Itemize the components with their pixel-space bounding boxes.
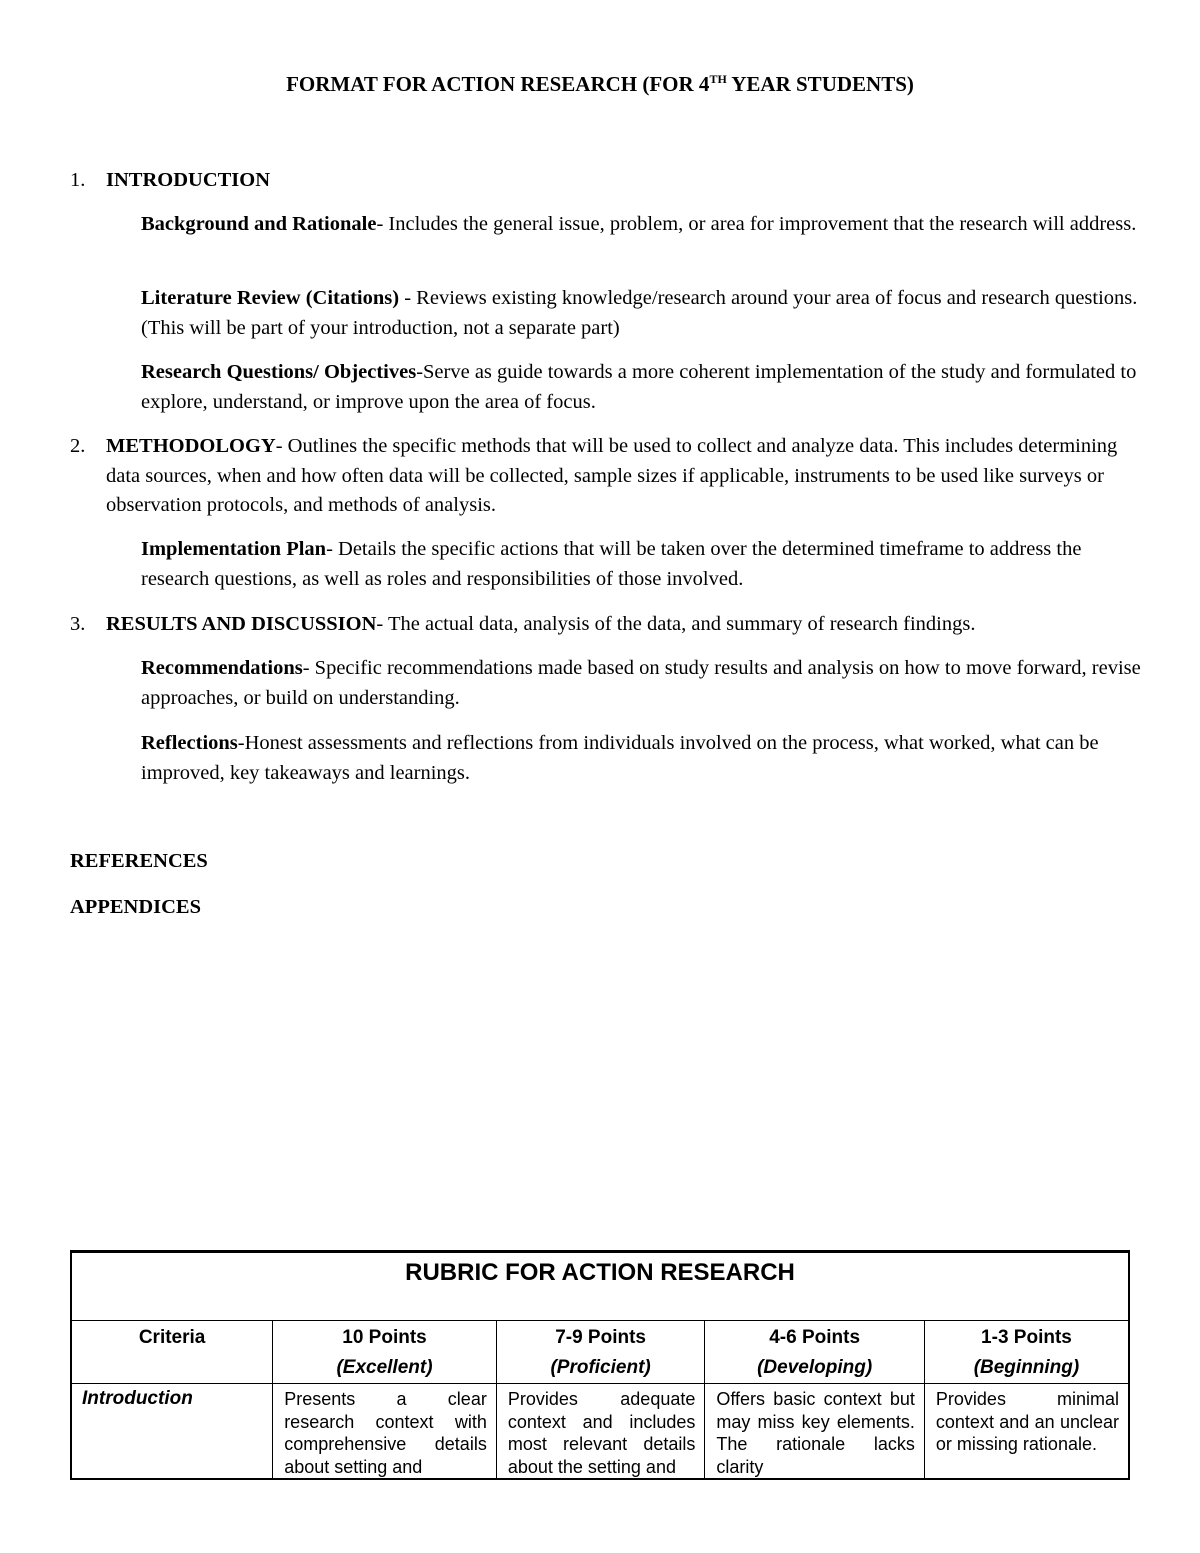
- section-number: 1.: [70, 169, 86, 191]
- appendices-heading: APPENDICES: [70, 896, 201, 918]
- subsection-reflections: Reflections-Honest assessments and reflections from individuals involved on the process, what worked, what can be improved, key takeaways and learnings.: [141, 732, 1099, 784]
- subsection-literature-review: Literature Review (Citations) - Reviews existing knowledge/research around your area of focus and research questions. (This will be part of your introduction, not a separate part): [141, 287, 1138, 339]
- section-heading-introduction: INTRODUCTION: [106, 169, 271, 191]
- rubric-cell: Provides minimal context and an unclear or missing rationale.: [924, 1384, 1129, 1480]
- page-title: FORMAT FOR ACTION RESEARCH (FOR 4TH YEAR STUDENTS): [286, 72, 914, 96]
- criteria-cell: Introduction: [71, 1384, 273, 1480]
- section-number: 3.: [70, 613, 86, 635]
- section-methodology: METHODOLOGY- Outlines the specific methods that will be used to collect and analyze data. This includes determining data sources, when and how often data will be collected, sample sizes if applicable, instruments to be used like surveys or observation protocols, and methods of analysis.: [106, 435, 1118, 516]
- table-row: [71, 1384, 1129, 1480]
- section-number: 2.: [70, 435, 86, 457]
- subsection-background-rationale: Background and Rationale- Includes the general issue, problem, or area for improvement that the research will address.: [141, 213, 1137, 235]
- header-1-3-points: 1-3 Points (Beginning): [924, 1321, 1129, 1384]
- title-superscript: TH: [709, 72, 727, 86]
- header-criteria: Criteria: [71, 1321, 273, 1384]
- rubric-cell: Offers basic context but may miss key elements. The rationale lacks clarity: [705, 1384, 925, 1480]
- subsection-recommendations: Recommendations- Specific recommendations made based on study results and analysis on how to move forward, revise approaches, or build on understanding.: [141, 657, 1141, 709]
- header-10-points: 10 Points (Excellent): [273, 1321, 497, 1384]
- rubric-title: RUBRIC FOR ACTION RESEARCH: [71, 1252, 1129, 1321]
- subsection-implementation-plan: Implementation Plan- Details the specific actions that will be taken over the determined timeframe to address the research questions, as well as roles and responsibilities of those involved.: [141, 538, 1082, 590]
- header-7-9-points: 7-9 Points (Proficient): [496, 1321, 705, 1384]
- section-results-discussion: RESULTS AND DISCUSSION- The actual data, analysis of the data, and summary of research findings.: [106, 613, 976, 635]
- rubric-cell: Presents a clear research context with comprehensive details about setting and: [273, 1384, 497, 1480]
- header-4-6-points: 4-6 Points (Developing): [705, 1321, 925, 1384]
- subsection-research-questions: Research Questions/ Objectives-Serve as guide towards a more coherent implementation of the study and formulated to explore, understand, or improve upon the area of focus.: [141, 361, 1137, 413]
- rubric-table: [70, 1250, 1130, 1480]
- rubric-cell: Provides adequate context and includes most relevant details about the setting and: [496, 1384, 705, 1480]
- rubric-header-row: [71, 1321, 1129, 1384]
- references-heading: REFERENCES: [70, 850, 208, 872]
